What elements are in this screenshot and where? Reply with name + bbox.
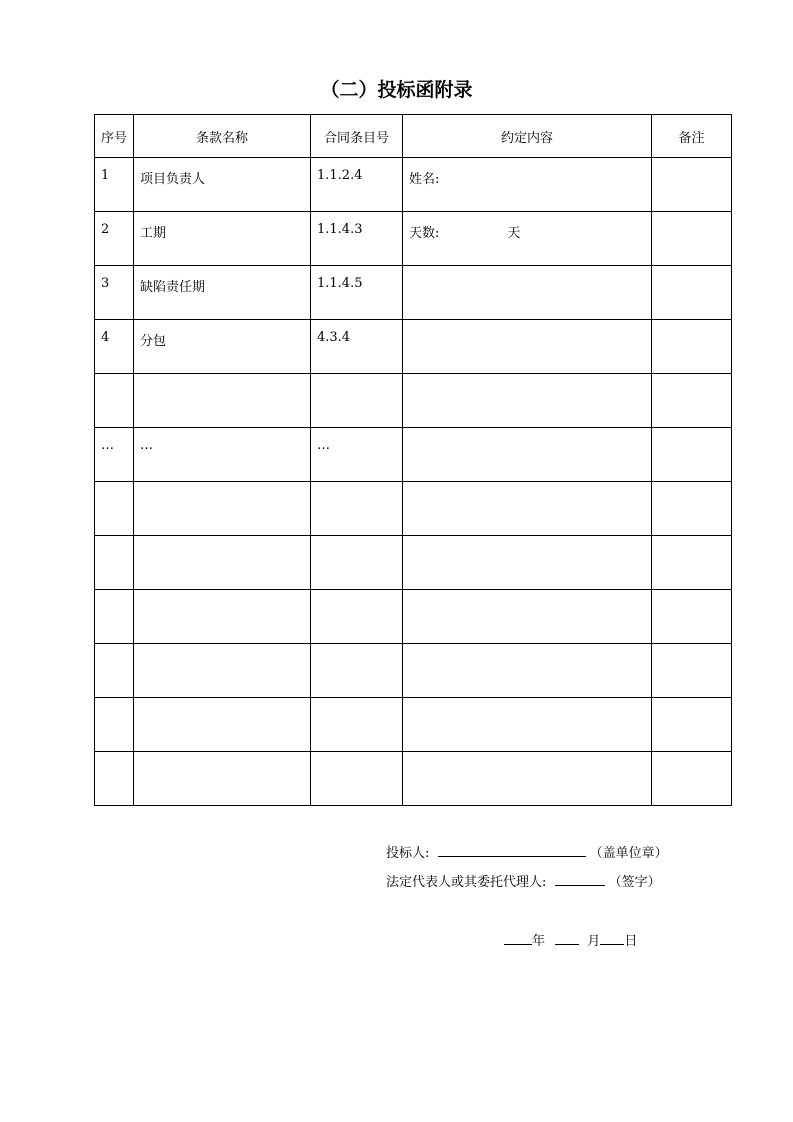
cell-remark — [652, 698, 732, 752]
table-row — [95, 428, 732, 482]
cell-no: … — [95, 428, 134, 482]
cell-no — [95, 752, 134, 806]
cell-agreed-content — [403, 320, 652, 374]
table-row — [95, 266, 732, 320]
cell-no: 1 — [95, 158, 134, 212]
year-label: 年 — [532, 934, 546, 949]
bidder-seal-note: （盖单位章） — [589, 846, 668, 861]
bidder-blank[interactable] — [438, 842, 586, 857]
cell-no — [95, 590, 134, 644]
cell-remark — [652, 374, 732, 428]
cell-remark — [652, 212, 732, 266]
cell-remark — [652, 590, 732, 644]
table-row — [95, 320, 732, 374]
cell-remark — [652, 482, 732, 536]
cell-agreed-content — [403, 212, 652, 266]
cell-clause-name — [134, 482, 311, 536]
cell-remark — [652, 536, 732, 590]
cell-contract-clause-no: 1.1.4.5 — [311, 266, 403, 320]
month-blank[interactable] — [555, 930, 579, 945]
appendix-table — [94, 114, 732, 806]
table-row — [95, 644, 732, 698]
cell-agreed-content — [403, 752, 652, 806]
cell-clause-name: 缺陷责任期 — [134, 266, 311, 320]
cell-remark — [652, 644, 732, 698]
representative-signature-line — [386, 871, 661, 892]
cell-contract-clause-no — [311, 536, 403, 590]
table-row — [95, 482, 732, 536]
cell-agreed-content — [403, 374, 652, 428]
cell-clause-name — [134, 590, 311, 644]
year-blank[interactable] — [504, 930, 532, 945]
cell-clause-name — [134, 752, 311, 806]
cell-agreed-content — [403, 428, 652, 482]
representative-sign-note: （签字） — [608, 875, 661, 890]
agreed-content-text: 姓名: — [409, 172, 440, 187]
header-agreed-content: 约定内容 — [403, 115, 652, 158]
cell-contract-clause-no: 4.3.4 — [311, 320, 403, 374]
cell-agreed-content — [403, 482, 652, 536]
cell-clause-name — [134, 644, 311, 698]
cell-clause-name: 项目负责人 — [134, 158, 311, 212]
cell-agreed-content — [403, 590, 652, 644]
cell-no — [95, 644, 134, 698]
cell-no: 3 — [95, 266, 134, 320]
representative-label: 法定代表人或其委托代理人: — [386, 875, 547, 890]
representative-blank[interactable] — [555, 871, 605, 886]
table-header-row — [95, 115, 732, 158]
table-row — [95, 374, 732, 428]
table-row — [95, 158, 732, 212]
cell-contract-clause-no — [311, 374, 403, 428]
cell-no — [95, 482, 134, 536]
cell-remark — [652, 320, 732, 374]
cell-clause-name — [134, 374, 311, 428]
cell-contract-clause-no: 1.1.2.4 — [311, 158, 403, 212]
page-title: （二）投标函附录 — [320, 79, 473, 101]
bidder-signature-line — [386, 842, 668, 863]
cell-agreed-content — [403, 158, 652, 212]
cell-agreed-content — [403, 536, 652, 590]
cell-no: 2 — [95, 212, 134, 266]
cell-remark — [652, 158, 732, 212]
cell-clause-name — [134, 536, 311, 590]
cell-remark — [652, 752, 732, 806]
cell-no — [95, 698, 134, 752]
date-line — [504, 930, 637, 951]
header-no: 序号 — [95, 115, 134, 158]
cell-contract-clause-no: … — [311, 428, 403, 482]
agreed-content-unit: 天 — [507, 226, 521, 241]
agreed-content-text: 天数: — [409, 226, 440, 241]
cell-contract-clause-no — [311, 590, 403, 644]
cell-clause-name: … — [134, 428, 311, 482]
table-body — [95, 158, 732, 806]
bidder-label: 投标人: — [386, 846, 430, 861]
cell-agreed-content — [403, 698, 652, 752]
day-blank[interactable] — [600, 930, 624, 945]
cell-agreed-content — [403, 644, 652, 698]
table-row — [95, 590, 732, 644]
table-row — [95, 752, 732, 806]
day-label: 日 — [624, 934, 638, 949]
cell-no — [95, 536, 134, 590]
cell-no — [95, 374, 134, 428]
header-contract-clause-no: 合同条目号 — [311, 115, 403, 158]
table-row — [95, 212, 732, 266]
cell-clause-name: 工期 — [134, 212, 311, 266]
cell-contract-clause-no — [311, 752, 403, 806]
cell-clause-name — [134, 698, 311, 752]
cell-contract-clause-no — [311, 698, 403, 752]
cell-contract-clause-no — [311, 482, 403, 536]
cell-remark — [652, 266, 732, 320]
table-row — [95, 698, 732, 752]
month-label: 月 — [587, 934, 601, 949]
cell-agreed-content — [403, 266, 652, 320]
header-remark: 备注 — [652, 115, 732, 158]
cell-remark — [652, 428, 732, 482]
cell-contract-clause-no — [311, 644, 403, 698]
cell-contract-clause-no: 1.1.4.3 — [311, 212, 403, 266]
table-row — [95, 536, 732, 590]
cell-clause-name: 分包 — [134, 320, 311, 374]
header-clause-name: 条款名称 — [134, 115, 311, 158]
cell-no: 4 — [95, 320, 134, 374]
